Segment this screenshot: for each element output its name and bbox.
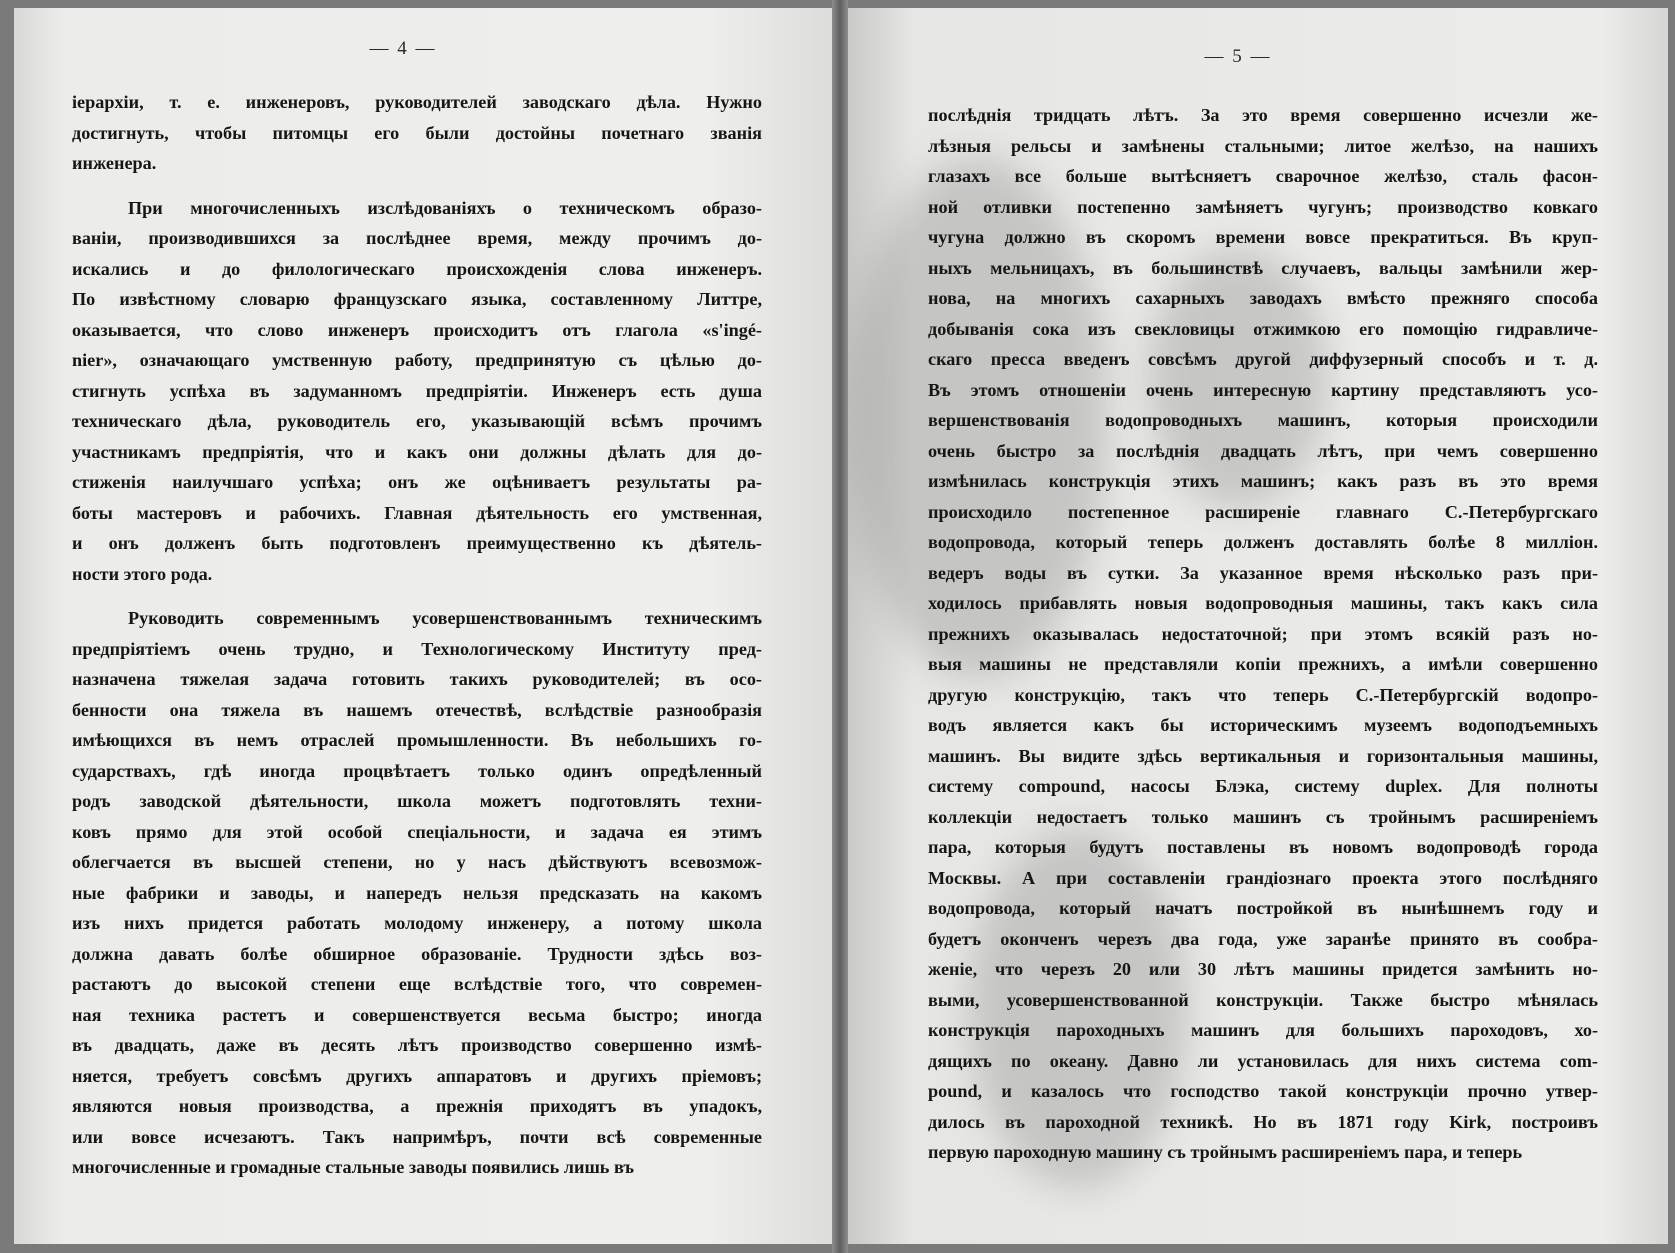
text-line: пара, которыя будутъ поставлены въ новомъ водопроводѣ города (928, 837, 1598, 857)
text-line: дилось въ пароходной техникѣ. Но въ 1871 году Kirk, построивъ (928, 1111, 1598, 1132)
right-page-text (928, 100, 1598, 1168)
text-line: растаютъ до высокой степени еще вслѣдствіе того, что современ- (72, 974, 762, 994)
text-line: выми, усовершенствованной конструкціи. Также быстро мѣнялась (928, 989, 1598, 1010)
text-line: глазахъ все больше вытѣсняетъ сварочное желѣзо, сталь фасон- (928, 166, 1598, 186)
text-line: оказывается, что слово инженеръ происходитъ отъ глагола «s'ingé- (72, 319, 762, 340)
text-line: ковъ прямо для этой особой спеціальности, и задача ея этимъ (72, 821, 762, 842)
page-number: — 5 — (1204, 46, 1272, 67)
text-line: чугуна должно въ скоромъ времени вовсе прекратиться. Въ круп- (928, 227, 1598, 247)
text-line: систему compound, насосы Блэка, систему duplex. Для полноты (928, 776, 1598, 796)
text-line: Въ этомъ отношеніи очень интересную картину представляютъ усо- (928, 379, 1598, 400)
text-line: машинъ. Вы видите здѣсь вертикальныя и горизонтальныя машины, (928, 745, 1598, 766)
text-line: стиженія наилучшаго успѣха; онъ же оцѣниваетъ результаты ра- (72, 472, 762, 492)
text-line: изъ нихъ придется работать молодому инженеру, а потому школа (72, 913, 762, 933)
text-line: конструкція пароходныхъ машинъ для большихъ пароходовъ, хо- (928, 1020, 1598, 1040)
text-line: вершенствованія водопроводныхъ машинъ, которыя происходили (928, 410, 1598, 430)
text-line: ные фабрики и заводы, и напередъ нельзя предсказать на какомъ (72, 882, 762, 903)
text-line: имѣющихся въ немъ отраслей промышленности. Въ небольшихъ го- (72, 730, 762, 750)
text-line: ведеръ воды въ сутки. За указанное время нѣсколько разъ при- (928, 562, 1598, 583)
text-line: искались и до филологическаго происхожденія слова инженеръ. (72, 258, 762, 279)
text-line: добыванія сока изъ свекловицы отжимкою его помощію гидравличе- (928, 318, 1598, 339)
text-line: ныхъ мельницахъ, въ большинствѣ случаевъ, вальцы замѣнили жер- (928, 257, 1598, 278)
text-line: являются новыя производства, а прежнія приходятъ въ упадокъ, (72, 1096, 762, 1116)
text-line: и онъ долженъ быть подготовленъ преимущественно къ дѣятель- (72, 533, 762, 553)
text-line: ной отливки постепенно замѣняетъ чугунъ; производство ковкаго (928, 196, 1598, 217)
text-line: многочисленные и громадные стальные заводы появились лишь въ (72, 1157, 634, 1177)
text-line: инженера. (72, 153, 157, 173)
text-line: pound, и казалось что господство такой конструкціи прочно утвер- (928, 1081, 1598, 1101)
text-line: первую пароходную машину съ тройнымъ расширеніемъ пара, и теперь (928, 1142, 1523, 1162)
text-line: должна давать болѣе обширное образованіе. Трудности здѣсь воз- (72, 943, 762, 964)
text-line: іерархіи, т. е. инженеровъ, руководителей заводскаго дѣла. Нужно (72, 92, 762, 112)
left-page-text (72, 87, 762, 1183)
text-line: облегчается въ высшей степени, но у насъ дѣйствуютъ всевозмож- (72, 852, 762, 872)
text-line: очень быстро за послѣднія двадцать лѣтъ, при чемъ совершенно (928, 440, 1598, 461)
text-line: сударствахъ, гдѣ иногда процвѣтаетъ только одинъ опредѣленный (72, 760, 762, 781)
text-line: стигнуть успѣха въ задуманномъ предпріятіи. Инженеръ есть душа (72, 380, 762, 401)
text-line: Москвы. А при составленіи грандіознаго проекта этого послѣдняго (928, 867, 1598, 888)
text-line: другую конструкцію, такъ что теперь С.-Петербургскій водопро- (928, 684, 1598, 705)
text-line: скаго пресса введенъ совсѣмъ другой диффузерный способъ и т. д. (928, 349, 1598, 369)
text-line: ности этого рода. (72, 563, 213, 584)
left-page (14, 8, 832, 1244)
text-line: нова, на многихъ сахарныхъ заводахъ вмѣсто прежняго способа (928, 288, 1598, 308)
text-line: измѣнилась конструкція этихъ машинъ; какъ разъ въ это время (928, 471, 1598, 491)
text-line: Руководить современнымъ усовершенствованнымъ техническимъ (128, 608, 762, 628)
text-line: прежнихъ оказывалась недостаточной; при этомъ всякій разъ но- (928, 623, 1598, 644)
text-line: ходилось прибавлять новыя водопроводныя машины, такъ какъ сила (928, 593, 1598, 613)
paragraph-gap (72, 179, 762, 193)
text-line: дящихъ по океану. Давно ли установилась для нихъ система com- (928, 1050, 1598, 1071)
text-line: женіе, что черезъ 20 или 30 лѣтъ машины придется замѣнить но- (928, 959, 1598, 979)
text-line: техническаго дѣла, руководитель его, указывающій всѣмъ прочимъ (72, 411, 762, 431)
text-line: ваніи, производившихся за послѣднее время, между прочимъ до- (72, 228, 762, 248)
text-line: назначена тяжелая задача готовить такихъ руководителей; въ осо- (72, 669, 762, 689)
text-line: родъ заводской дѣятельности, школа можетъ подготовлять техни- (72, 791, 762, 811)
text-line: лѣзныя рельсы и замѣнены стальными; литое желѣзо, на нашихъ (928, 135, 1598, 156)
right-page (848, 8, 1668, 1244)
text-line: достигнуть, чтобы питомцы его были достойны почетнаго званія (72, 122, 762, 143)
text-line: происходило постепенное расширеніе главнаго С.-Петербургскаго (928, 501, 1598, 522)
text-line: будетъ оконченъ черезъ два года, уже заранѣе принято въ сообра- (928, 928, 1598, 949)
text-line: бенности она тяжела въ нашемъ отечествѣ, вслѣдствіе разнообразія (72, 699, 762, 720)
text-line: няется, требуетъ совсѣмъ другихъ аппаратовъ и другихъ пріемовъ; (72, 1065, 762, 1086)
text-line: водопровода, который начатъ постройкой въ нынѣшнемъ году и (928, 898, 1598, 918)
text-line: По извѣстному словарю французскаго языка, составленному Литтре, (72, 289, 762, 309)
text-line: въ двадцать, даже въ десять лѣтъ производство совершенно измѣ- (72, 1035, 762, 1055)
text-line: выя машины не представляли копіи прежнихъ, а имѣли совершенно (928, 654, 1598, 674)
text-line: участникамъ предпріятія, что и какъ они должны дѣлать для до- (72, 441, 762, 462)
text-line: ная техника растетъ и совершенствуется весьма быстро; иногда (72, 1004, 762, 1025)
text-line: При многочисленныхъ изслѣдованіяхъ о техническомъ образо- (128, 197, 762, 218)
text-line: коллекціи недостаетъ только машинъ съ тройнымъ расширеніемъ (928, 806, 1598, 827)
book-gutter (832, 0, 848, 1253)
text-line: водъ является какъ бы историческимъ музеемъ водоподъемныхъ (928, 715, 1598, 735)
text-line: nier», означающаго умственную работу, предпринятую съ цѣлью до- (72, 350, 762, 370)
text-line: водопровода, который теперь долженъ доставлять болѣе 8 милліон. (928, 532, 1598, 552)
text-line: предпріятіемъ очень трудно, и Технологическому Институту пред- (72, 638, 762, 659)
paragraph-gap (72, 589, 762, 603)
page-number: — 4 — (369, 38, 437, 59)
text-line: или вовсе исчезаютъ. Такъ напримѣръ, почти всѣ современные (72, 1126, 762, 1147)
text-line: послѣднія тридцать лѣтъ. За это время совершенно исчезли же- (928, 105, 1598, 125)
text-line: боты мастеровъ и рабочихъ. Главная дѣятельность его умственная, (72, 502, 762, 523)
